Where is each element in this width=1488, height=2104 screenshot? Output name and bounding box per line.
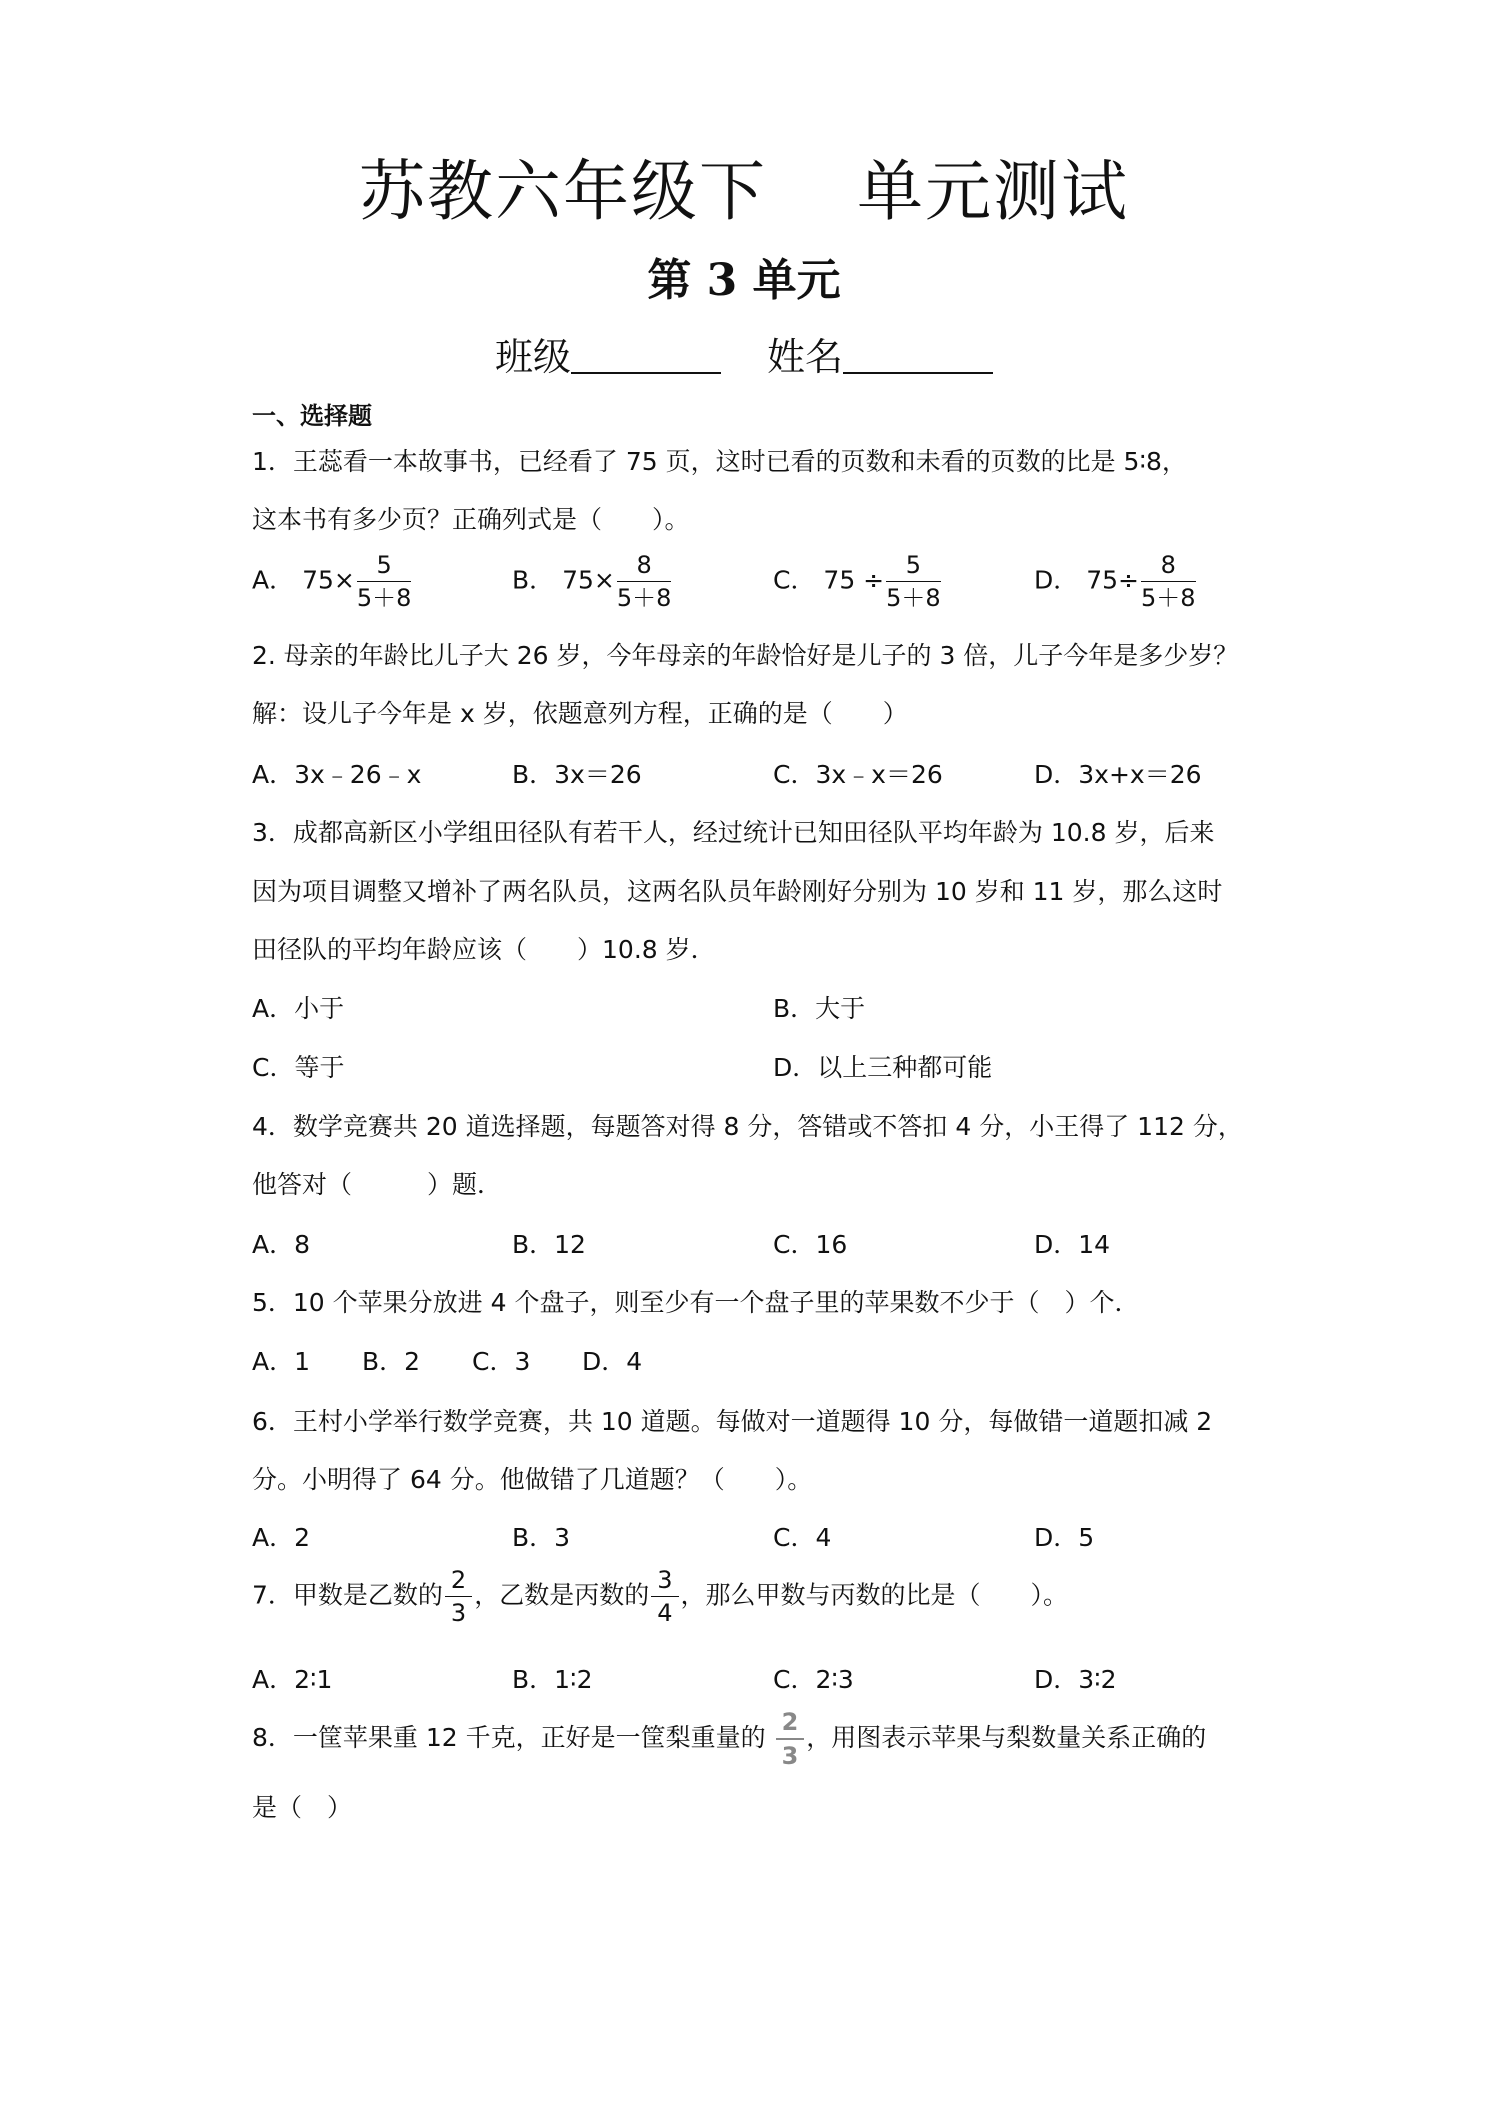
title-grade: 苏教六年级下 [359, 153, 767, 230]
q7-option-a: A．2∶1 [252, 1665, 333, 1694]
q2-line2: 解：设儿子今年是 x 岁，依题意列方程，正确的是（ ） [252, 699, 908, 728]
q1-d-fraction: $\frac{8}{5+8}$ [1140, 551, 1196, 612]
q4-option-d: D．14 [1034, 1230, 1111, 1259]
q1-a-fraction: $\frac{5}{5+8}$ [356, 551, 412, 612]
q5-option-b: B．2 [362, 1347, 421, 1376]
q8-line2: 是（ ） [252, 1793, 353, 1822]
q6-option-c: C．4 [773, 1523, 832, 1552]
q7-option-b: B．1∶2 [512, 1665, 593, 1694]
q6-line2: 分。小明得了 64 分。他做错了几道题？（ ）。 [252, 1465, 813, 1494]
q7-option-c: C．2∶3 [773, 1665, 854, 1694]
q4-option-c: C．16 [773, 1230, 848, 1259]
q6-option-a: A．2 [252, 1523, 311, 1552]
q7-fraction-2: $\frac{3}{4}$ [651, 1568, 678, 1625]
q4-option-b: B．12 [512, 1230, 586, 1259]
q5-option-a: A．1 [252, 1347, 311, 1376]
student-info-line [0, 326, 1488, 381]
page-title [0, 138, 1488, 233]
q6-line1: 6．王村小学举行数学竞赛，共 10 道题。每做对一道题得 10 分，每做错一道题扣减 2 [252, 1407, 1213, 1436]
q1-line2: 这本书有多少页？正确列式是（ ）。 [252, 505, 690, 534]
q1-b-fraction: $\frac{8}{5+8}$ [616, 551, 672, 612]
unit-subtitle: 第 3 单元 [647, 255, 841, 306]
class-blank[interactable] [571, 338, 721, 374]
q1-option-b: B． 75× $\frac{8}{5+8}$ [512, 551, 672, 612]
title-test: 单元测试 [857, 153, 1129, 230]
q3-line2: 因为项目调整又增补了两名队员，这两名队员年龄刚好分别为 10 岁和 11 岁，那么这时 [252, 877, 1223, 906]
q1-option-c: C． 75 ÷ $\frac{5}{5+8}$ [773, 551, 941, 612]
q4-line2: 他答对（ ）题． [252, 1170, 503, 1199]
q2-option-a: A．3x﹣26﹣x [252, 760, 422, 789]
q3-option-a: A．小于 [252, 994, 345, 1023]
q3-option-d: D．以上三种都可能 [773, 1053, 993, 1082]
q1-c-fraction: $\frac{5}{5+8}$ [886, 551, 941, 612]
q3-line3: 田径队的平均年龄应该（ ）10.8 岁． [252, 935, 716, 964]
name-blank[interactable] [843, 338, 993, 374]
q8-line1: 8．一筐苹果重 12 千克，正好是一筐梨重量的 $\frac{2}{3}$ ，用图表示苹果与梨数量关系正确的 [252, 1708, 1207, 1770]
q7-fraction-1: $\frac{2}{3}$ [445, 1568, 472, 1625]
q4-line1: 4．数学竞赛共 20 道选择题，每题答对得 8 分，答错或不答扣 4 分，小王得了 112 分， [252, 1112, 1243, 1141]
q1-option-d: D． 75÷ $\frac{8}{5+8}$ [1034, 551, 1196, 612]
q1-option-a: A． 75× $\frac{5}{5+8}$ [252, 551, 412, 612]
q2-option-d: D．3x+x＝26 [1034, 760, 1202, 789]
q6-option-b: B．3 [512, 1523, 571, 1552]
q2-line1: 2. 母亲的年龄比儿子大 26 岁，今年母亲的年龄恰好是儿子的 3 倍，儿子今年是多少岁？ [252, 641, 1239, 670]
q3-option-b: B．大于 [773, 994, 866, 1023]
q4-option-a: A．8 [252, 1230, 311, 1259]
q7-option-d: D．3∶2 [1034, 1665, 1117, 1694]
q7-line1: 7．甲数是乙数的 $\frac{2}{3}$ ，乙数是丙数的 $\frac{3}{4}$ ，那么甲数与丙数的比是（ ）。 [252, 1566, 1069, 1627]
q1-line1: 1．王蕊看一本故事书，已经看了 75 页，这时已看的页数和未看的页数的比是 5∶8， [252, 447, 1187, 476]
q5-line1: 5．10 个苹果分放进 4 个盘子，则至少有一个盘子里的苹果数不少于（ ）个． [252, 1288, 1140, 1317]
section-title: 一、选择题 [252, 402, 372, 430]
class-label: 班级 [494, 335, 571, 379]
q5-option-c: C．3 [472, 1347, 531, 1376]
name-label: 姓名 [767, 335, 844, 379]
q2-option-b: B．3x＝26 [512, 760, 642, 789]
q2-option-c: C．3x﹣x＝26 [773, 760, 943, 789]
q6-option-d: D．5 [1034, 1523, 1095, 1552]
q3-option-c: C．等于 [252, 1053, 345, 1082]
q5-option-d: D．4 [582, 1347, 643, 1376]
q3-line1: 3．成都高新区小学组田径队有若干人，经过统计已知田径队平均年龄为 10.8 岁，后来 [252, 818, 1215, 847]
q8-fraction: $\frac{2}{3}$ [776, 1710, 805, 1768]
